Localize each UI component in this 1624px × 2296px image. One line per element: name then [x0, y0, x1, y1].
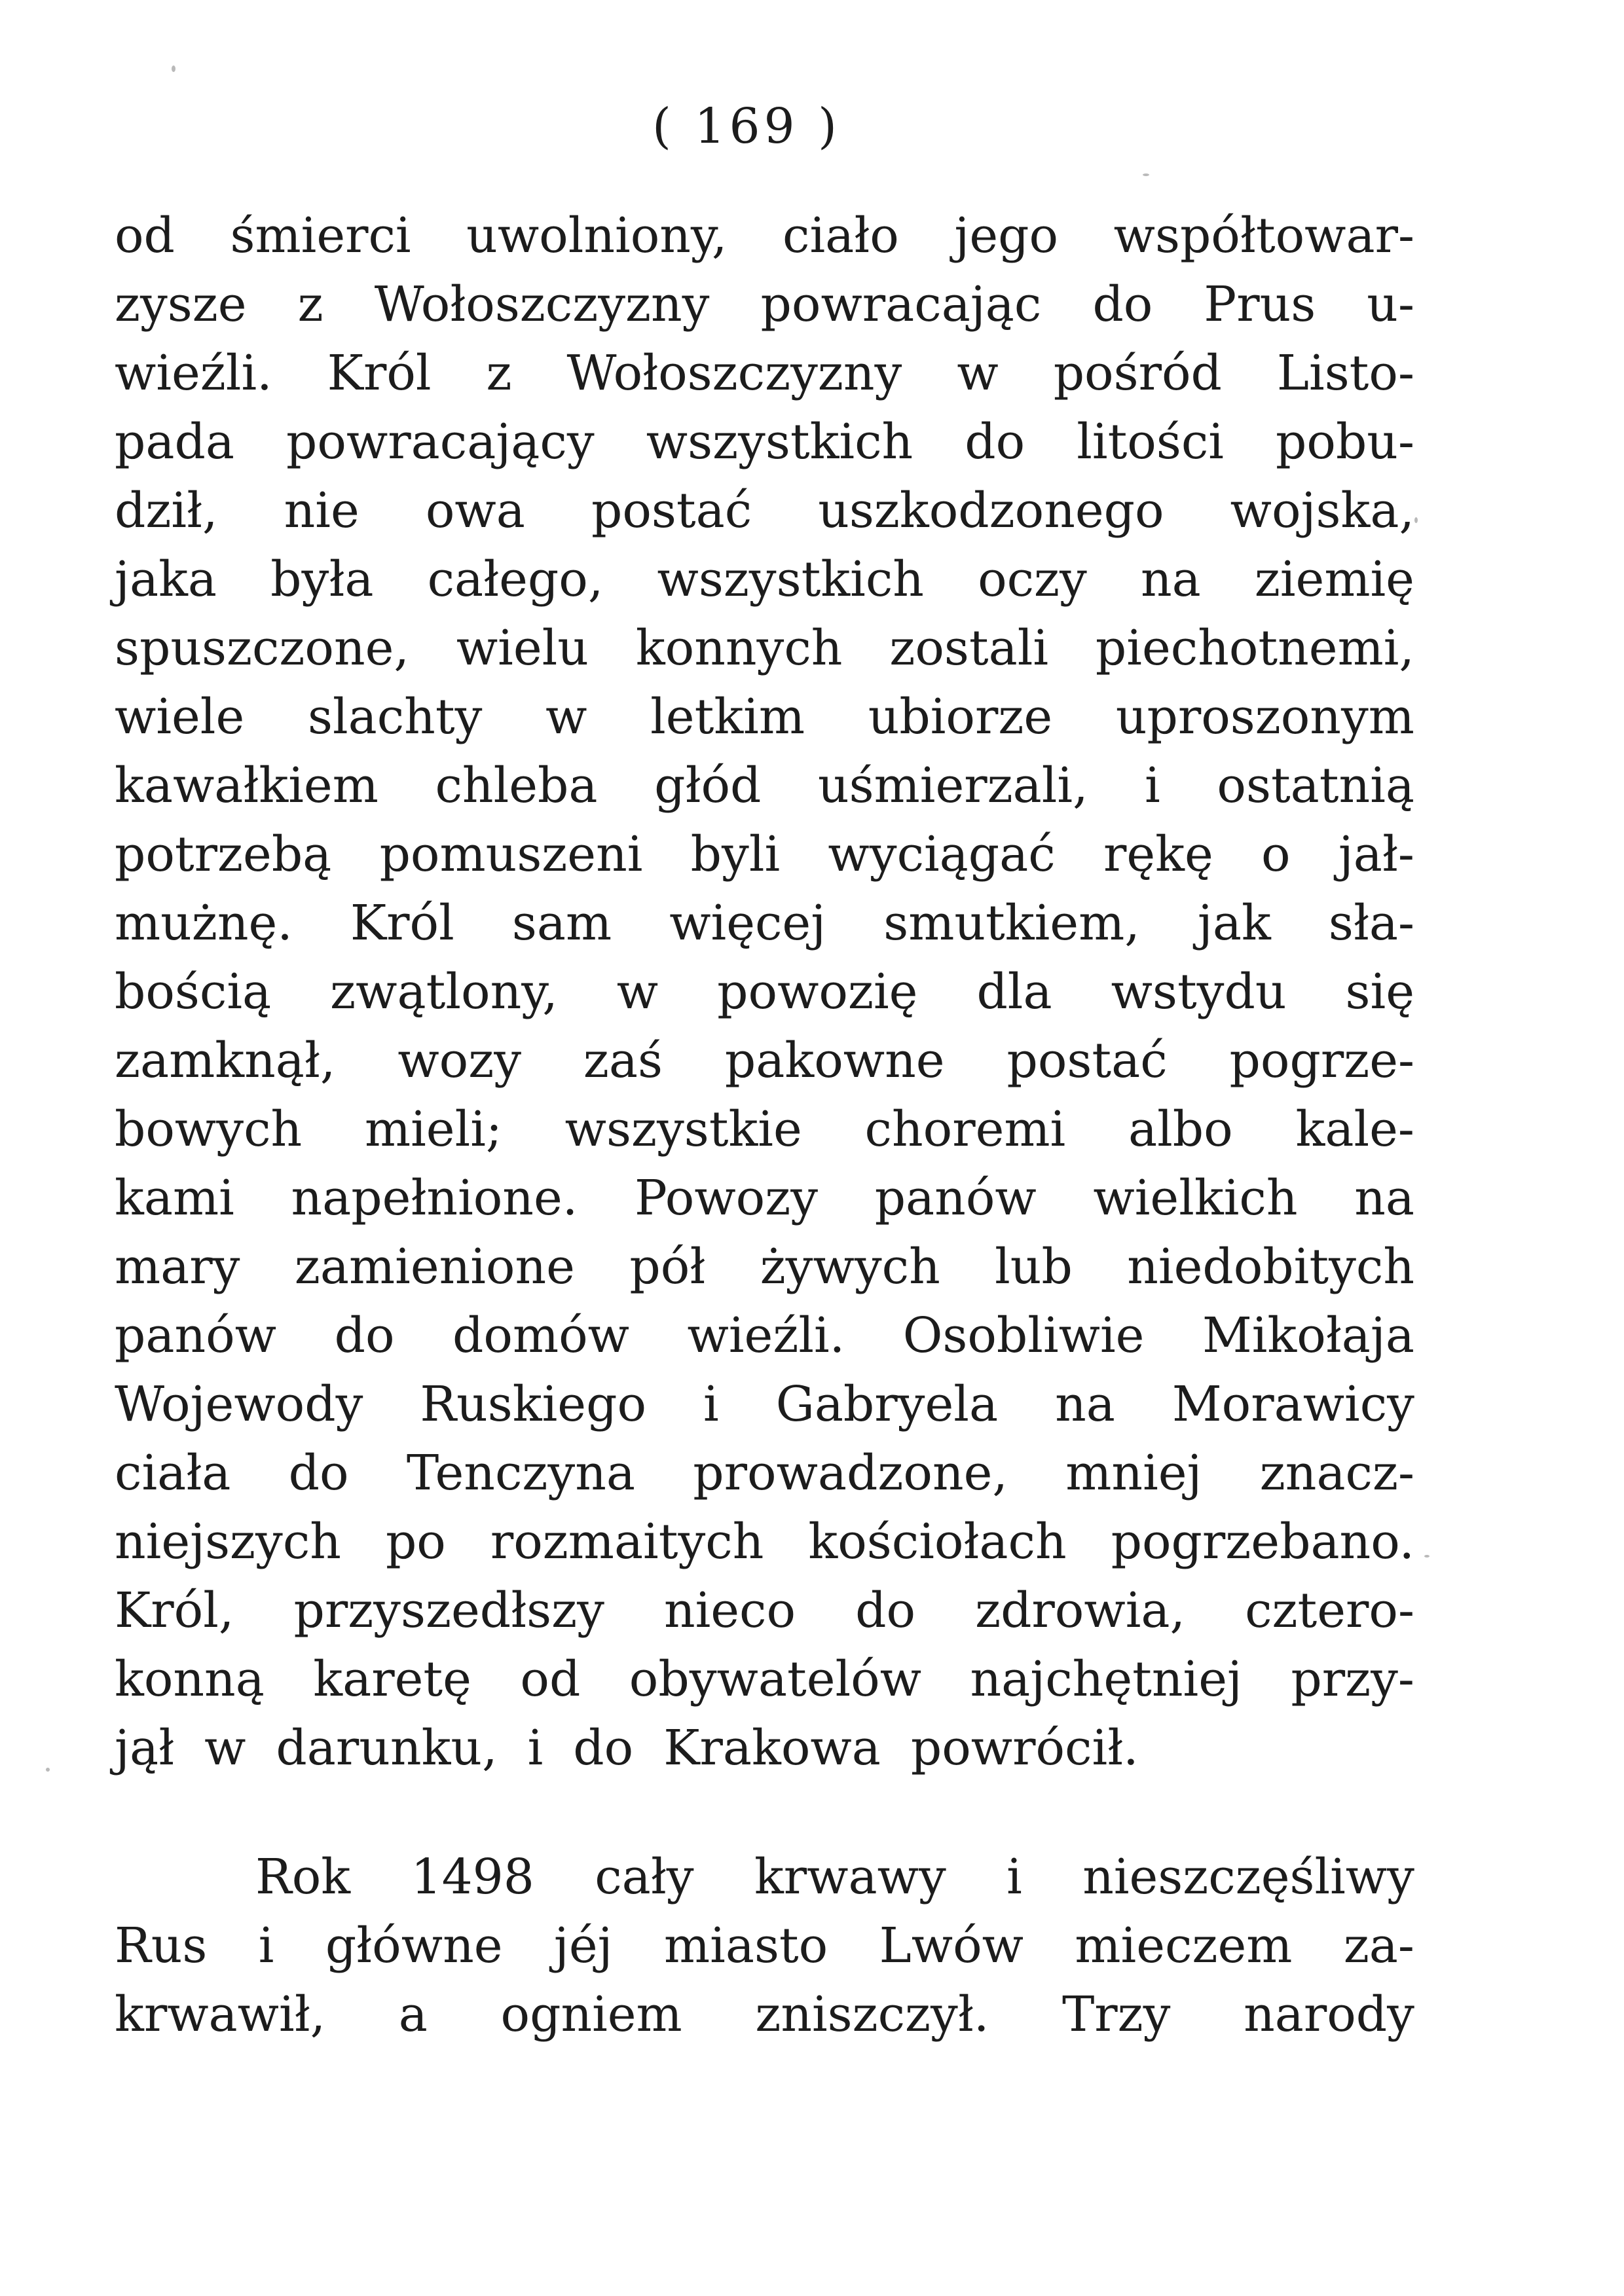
word: pakowne — [724, 1032, 945, 1089]
word: najchętniej — [970, 1651, 1242, 1707]
word: Gabryela — [775, 1376, 999, 1432]
text-line — [115, 820, 1414, 889]
word: za- — [1343, 1918, 1414, 1974]
word: sła- — [1328, 895, 1414, 951]
word: ogniem — [500, 1986, 682, 2043]
word: Rok — [255, 1849, 351, 1905]
word: zamknął, — [115, 1032, 336, 1089]
word: karetę — [313, 1651, 471, 1707]
text-line — [115, 614, 1414, 683]
word: i — [703, 1376, 719, 1432]
paper-speck — [1424, 1555, 1430, 1558]
word: wiele — [115, 689, 245, 745]
word: Król — [350, 895, 454, 951]
paper-speck — [172, 65, 175, 72]
word: konnych — [635, 620, 843, 676]
word: pobu- — [1276, 414, 1414, 470]
paragraph-2 — [115, 1843, 1414, 2049]
word: mary — [115, 1239, 240, 1295]
word: postać — [1006, 1032, 1168, 1089]
word: pogrze- — [1229, 1032, 1414, 1089]
word: darunku, — [276, 1720, 498, 1776]
word: wstydu — [1111, 964, 1287, 1020]
text-line — [115, 545, 1414, 614]
word: wielkich — [1093, 1170, 1298, 1226]
word: bością — [115, 964, 272, 1020]
word: w — [957, 345, 999, 401]
paper-speck — [46, 1768, 50, 1772]
word: śmierci — [230, 208, 411, 264]
word: uwolniony, — [466, 208, 728, 264]
word: mużnę. — [115, 895, 293, 951]
word: wszystkie — [564, 1101, 802, 1157]
word: ciała — [115, 1445, 231, 1501]
word: wszystkich — [646, 414, 913, 470]
word: więcej — [669, 895, 826, 951]
text-line — [115, 477, 1414, 545]
word: kawałkiem — [115, 757, 378, 814]
word: do — [965, 414, 1025, 470]
word: z — [486, 345, 512, 401]
word: Morawicy — [1172, 1376, 1414, 1432]
word: zniszczył. — [755, 1986, 989, 2043]
word: choremi — [864, 1101, 1066, 1157]
text-line — [115, 683, 1414, 752]
word: do — [1092, 276, 1153, 333]
word: nieco — [663, 1582, 796, 1639]
word: wielu — [456, 620, 589, 676]
word: u- — [1367, 276, 1414, 333]
word: uproszonym — [1115, 689, 1414, 745]
word: Wołoszczyzny — [566, 345, 902, 401]
word: głód — [654, 757, 762, 814]
word: powrócił. — [910, 1720, 1139, 1776]
word: i — [1006, 1849, 1022, 1905]
word: Listo- — [1276, 345, 1414, 401]
word: zaś — [583, 1032, 663, 1089]
word: ubiorze — [868, 689, 1053, 745]
text-line — [115, 1233, 1414, 1302]
word: wojska, — [1230, 483, 1414, 539]
word: na — [1354, 1170, 1414, 1226]
word: w — [545, 689, 587, 745]
text-line — [115, 1370, 1414, 1439]
word: sam — [511, 895, 612, 951]
word: i — [1145, 757, 1160, 814]
word: miasto — [664, 1918, 828, 1974]
text-line — [115, 1095, 1414, 1164]
word: nie — [284, 483, 360, 539]
word: Wołoszczyzny — [374, 276, 710, 333]
word: z — [297, 276, 323, 333]
word: panów — [115, 1307, 277, 1364]
word: panów — [874, 1170, 1037, 1226]
word: znacz- — [1259, 1445, 1414, 1501]
word: współtowar- — [1113, 208, 1414, 264]
word: Osobliwie — [902, 1307, 1145, 1364]
word: piechotnemi, — [1095, 620, 1414, 676]
word: dla — [976, 964, 1052, 1020]
word: całego, — [427, 551, 604, 608]
word: Krakowa — [663, 1720, 881, 1776]
word: na — [1140, 551, 1201, 608]
word: Trzy — [1061, 1986, 1171, 2043]
word: Król — [327, 345, 432, 401]
word: powracając — [760, 276, 1042, 333]
text-line — [115, 408, 1414, 477]
text-line — [115, 1576, 1414, 1645]
word: a — [398, 1986, 428, 2043]
text-line — [115, 1843, 1414, 1912]
word: kale- — [1295, 1101, 1414, 1157]
text-line — [115, 1439, 1414, 1508]
word: niedobitych — [1127, 1239, 1414, 1295]
word: kami — [115, 1170, 234, 1226]
word: krwawy — [754, 1849, 946, 1905]
word: pada — [115, 414, 234, 470]
page-number: ( 169 ) — [652, 98, 841, 155]
word: uśmierzali, — [817, 757, 1088, 814]
word: obywatelów — [629, 1651, 922, 1707]
text-line — [115, 1164, 1414, 1233]
word: powracający — [286, 414, 595, 470]
word: konną — [115, 1651, 265, 1707]
word: cały — [595, 1849, 694, 1905]
word: Prus — [1204, 276, 1316, 333]
word: była — [270, 551, 374, 608]
word: nieszczęśliwy — [1082, 1849, 1414, 1905]
word: lub — [995, 1239, 1073, 1295]
text-line — [115, 339, 1414, 408]
word: od — [115, 208, 175, 264]
word: potrzebą — [115, 826, 332, 883]
word: Lwów — [879, 1918, 1024, 1974]
word: i — [258, 1918, 274, 1974]
word: kościołach — [808, 1514, 1067, 1570]
word: powozię — [717, 964, 918, 1020]
word: wszystkich — [657, 551, 924, 608]
text-line — [115, 752, 1414, 820]
word: mniej — [1065, 1445, 1202, 1501]
word: o — [1261, 826, 1291, 883]
word: byli — [690, 826, 781, 883]
word: wieźli. — [115, 345, 272, 401]
word: albo — [1128, 1101, 1233, 1157]
word: zdrowia, — [975, 1582, 1186, 1639]
word: zysze — [115, 276, 247, 333]
word: do — [288, 1445, 349, 1501]
word: główne — [325, 1918, 503, 1974]
word: Wojewody — [115, 1376, 363, 1432]
word: rękę — [1103, 826, 1213, 883]
word: domów — [452, 1307, 630, 1364]
word: chleba — [435, 757, 598, 814]
word: Król, — [115, 1582, 234, 1639]
paper-speck — [1414, 517, 1418, 523]
text-line — [115, 1645, 1414, 1714]
word: zamienione — [294, 1239, 575, 1295]
word: rozmaitych — [490, 1514, 764, 1570]
word: postać — [591, 483, 752, 539]
word: spuszczone, — [115, 620, 409, 676]
word: narody — [1244, 1986, 1414, 2043]
text-line — [115, 202, 1414, 270]
word: na — [1055, 1376, 1115, 1432]
word: się — [1345, 964, 1414, 1020]
word: jak — [1197, 895, 1271, 951]
word: litości — [1077, 414, 1224, 470]
word: pogrzebano. — [1111, 1514, 1414, 1570]
word: Tenczyna — [406, 1445, 635, 1501]
text-line — [115, 958, 1414, 1027]
word: niejszych — [115, 1514, 341, 1570]
word: smutkiem, — [883, 895, 1140, 951]
word: prowadzone, — [693, 1445, 1008, 1501]
word: do — [334, 1307, 395, 1364]
word: pół — [629, 1239, 706, 1295]
word: mieli; — [364, 1101, 502, 1157]
word: cztero- — [1245, 1582, 1414, 1639]
text-line — [115, 1027, 1414, 1095]
word: dził, — [115, 483, 218, 539]
word: od — [520, 1651, 581, 1707]
word: owa — [425, 483, 525, 539]
word: Mikołaja — [1202, 1307, 1414, 1364]
word: ziemię — [1254, 551, 1414, 608]
word: Ruskiego — [420, 1376, 646, 1432]
word: pomuszeni — [379, 826, 643, 883]
word: oczy — [978, 551, 1087, 608]
word: jał- — [1338, 826, 1414, 883]
word: wozy — [397, 1032, 521, 1089]
word: ostatnią — [1217, 757, 1414, 814]
word: Rus — [115, 1918, 208, 1974]
text-line — [115, 1302, 1414, 1370]
word: jaka — [115, 551, 217, 608]
word: pośród — [1053, 345, 1222, 401]
word: do — [855, 1582, 916, 1639]
word: i — [527, 1720, 544, 1776]
word: uszkodzonego — [818, 483, 1164, 539]
text-line — [115, 1714, 1414, 1783]
word: jego — [954, 208, 1059, 264]
word: wyciągać — [828, 826, 1056, 883]
word: napełnione. — [291, 1170, 578, 1226]
text-line — [115, 889, 1414, 958]
text-line — [115, 1508, 1414, 1576]
word: wieźli. — [687, 1307, 845, 1364]
word: zostali — [889, 620, 1049, 676]
word: zwątlony, — [330, 964, 558, 1020]
word: przy- — [1291, 1651, 1414, 1707]
word: żywych — [760, 1239, 940, 1295]
word: po — [385, 1514, 446, 1570]
word: przyszedłszy — [293, 1582, 604, 1639]
text-line — [115, 1980, 1414, 2049]
word: do — [573, 1720, 634, 1776]
text-line — [115, 1912, 1414, 1980]
word: w — [616, 964, 659, 1020]
word: jéj — [553, 1918, 613, 1974]
word: w — [204, 1720, 246, 1776]
word: slachty — [307, 689, 483, 745]
paragraph-1 — [115, 202, 1414, 1783]
word: Powozy — [634, 1170, 818, 1226]
word: bowych — [115, 1101, 303, 1157]
text-line — [115, 270, 1414, 339]
word: 1498 — [411, 1849, 534, 1905]
word: letkim — [650, 689, 805, 745]
word: mieczem — [1075, 1918, 1293, 1974]
word: ciało — [783, 208, 899, 264]
paper-speck — [1143, 173, 1149, 176]
word: jął — [115, 1720, 175, 1776]
word: krwawił, — [115, 1986, 326, 2043]
